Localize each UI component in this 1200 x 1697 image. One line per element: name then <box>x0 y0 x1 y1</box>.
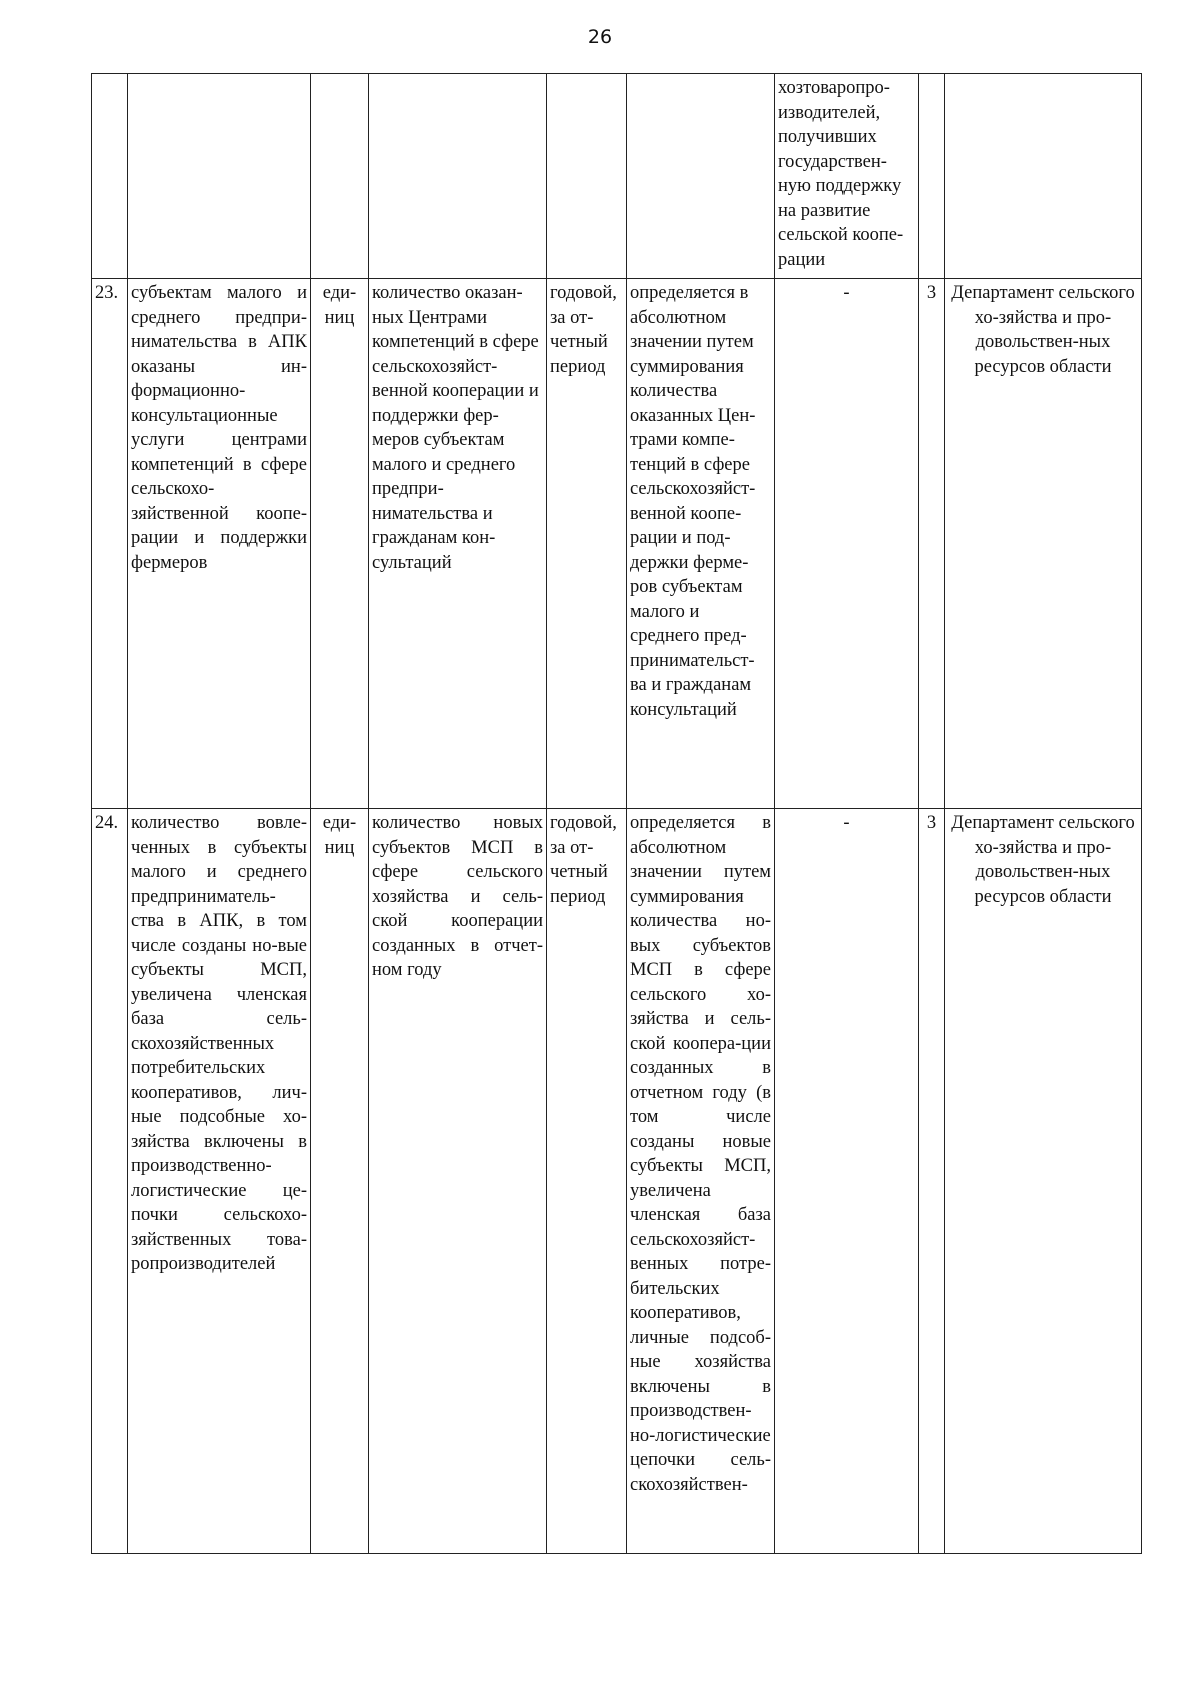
table-row <box>92 809 1142 1554</box>
source-cell: 3 <box>919 279 945 809</box>
source-cell: 3 <box>919 809 945 1554</box>
responsible-cell: Департамент сельского хо-зяйства и про-довольствен-ных ресурсов области <box>945 809 1142 1554</box>
table-row <box>92 279 1142 809</box>
basic-indicator-cell: хозтоваропро-изводителей, получивших государствен-ную поддержку на развитие сельской коопе-рации <box>775 74 919 279</box>
method-cell: определяется в абсолютном значении путем суммирования количества оказанных Цен-трами компе-тенций в сфере сельскохозяйст-венной коопе-рации и под-держки ферме-ров субъектам малого и среднего пред-принимательст-ва и гражданам консультаций <box>627 279 775 809</box>
definition-cell <box>369 74 547 279</box>
basic-indicator-cell: - <box>775 279 919 809</box>
definition-cell: количество новых субъектов МСП в сфере сельского хозяйства и сель-ской кооперации созданных в отчет-ном году <box>369 809 547 1554</box>
basic-indicator-cell: - <box>775 809 919 1554</box>
indicator-name-cell: субъектам малого и среднего предпри-нимательства в АПК оказаны ин-формационно-консультационные услуги центрами компетенций в сфере сельскохо-зяйственной коопе-рации и поддержки фермеров <box>128 279 311 809</box>
period-cell <box>547 74 627 279</box>
unit-cell: еди-ниц <box>311 279 369 809</box>
period-cell: годовой, за от-четный период <box>547 279 627 809</box>
page-number: 26 <box>587 26 613 48</box>
source-cell <box>919 74 945 279</box>
table-row <box>92 74 1142 279</box>
row-number-cell: 23. <box>92 279 128 809</box>
unit-cell <box>311 74 369 279</box>
row-number-cell: 24. <box>92 809 128 1554</box>
period-cell: годовой, за от-четный период <box>547 809 627 1554</box>
indicators-table <box>91 73 1142 1554</box>
responsible-cell <box>945 74 1142 279</box>
row-number-cell <box>92 74 128 279</box>
indicator-name-cell: количество вовле-ченных в субъекты малого и среднего предприниматель-ства в АПК, в том числе созданы но-вые субъекты МСП, увеличена членская база сель-скохозяйственных потребительских кооперативов, лич-ные подсобные хо-зяйства включены в производственно-логистические це-почки сельскохо-зяйственных това-ропроизводителей <box>128 809 311 1554</box>
method-cell: определяется в абсолютном значении путем суммирования количества но-вых субъектов МСП в сфере сельского хо-зяйства и сель-ской коопера-ции созданных в отчетном году (в том числе созданы новые субъекты МСП, увеличена членская база сельскохозяйст-венных потре-бительских кооперативов, личные подсоб-ные хозяйства включены в производствен-но-логистические цепочки сель-скохозяйствен- <box>627 809 775 1554</box>
unit-cell: еди-ниц <box>311 809 369 1554</box>
definition-cell: количество оказан-ных Центрами компетенций в сфере сельскохозяйст-венной кооперации и поддержки фер-меров субъектам малого и среднего предпри-нимательства и гражданам кон-сультаций <box>369 279 547 809</box>
method-cell <box>627 74 775 279</box>
indicator-name-cell <box>128 74 311 279</box>
responsible-cell: Департамент сельского хо-зяйства и про-довольствен-ных ресурсов области <box>945 279 1142 809</box>
